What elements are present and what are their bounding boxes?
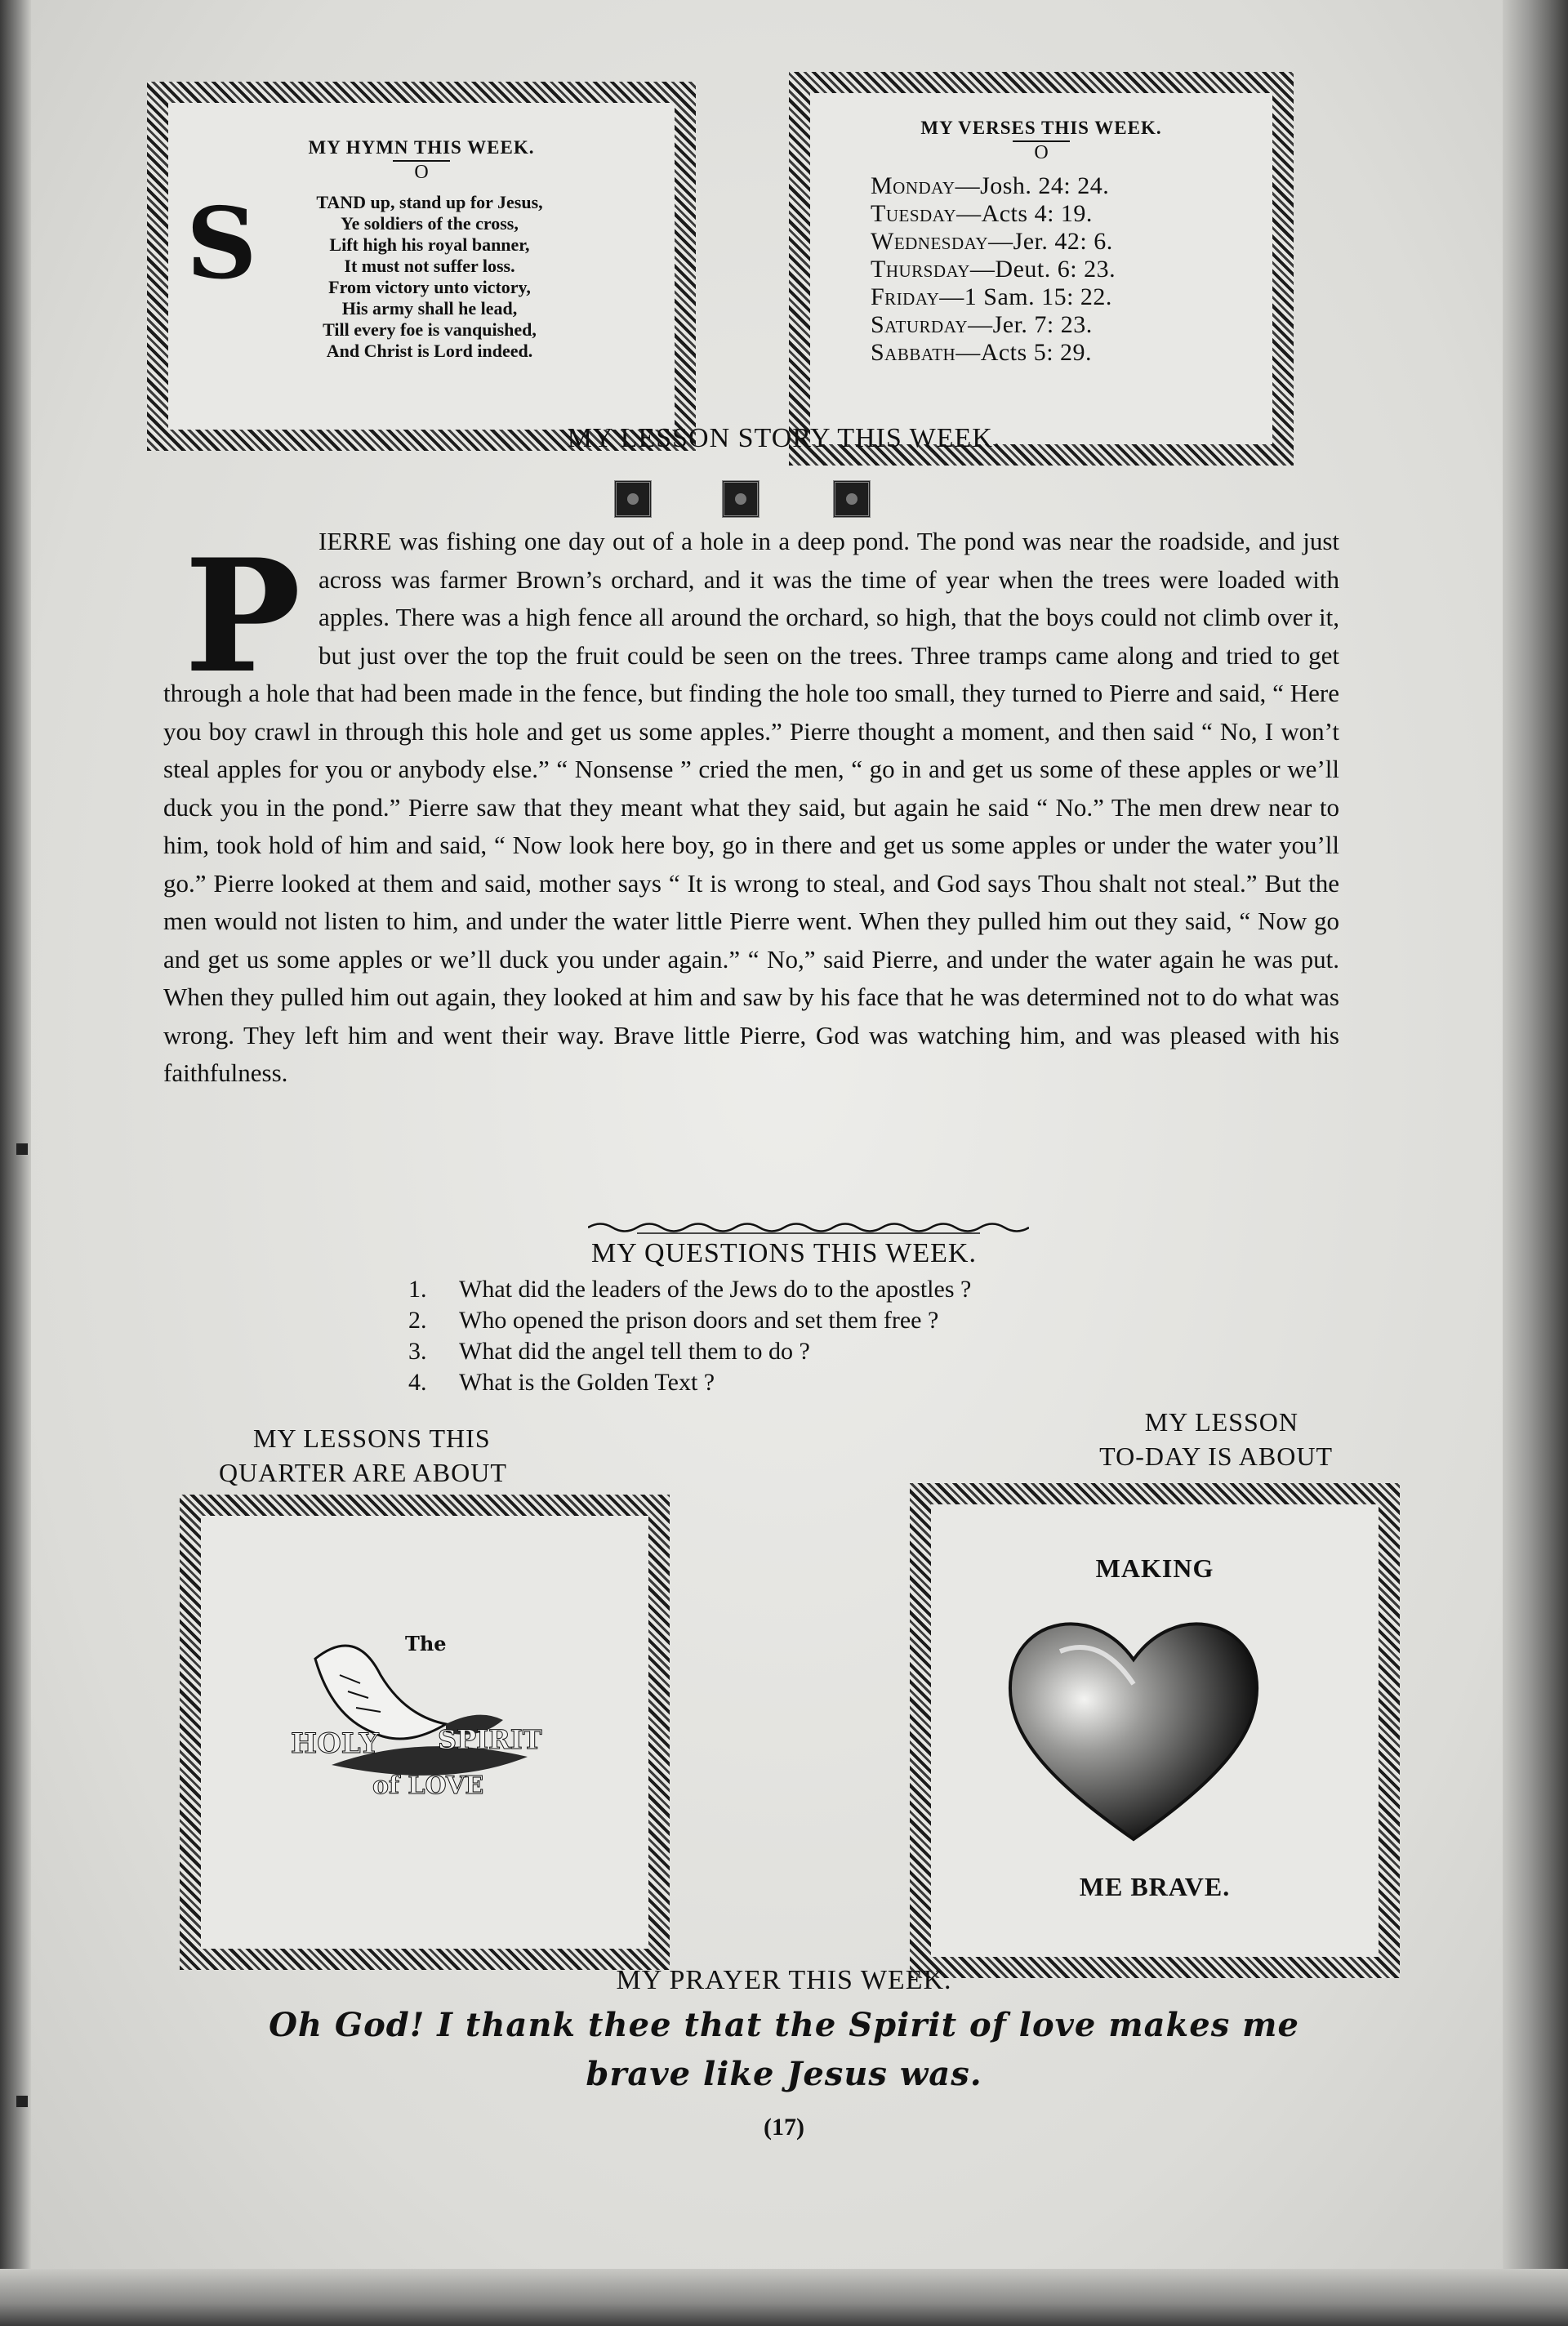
emblem-text-the: The (405, 1632, 447, 1655)
verses-box (789, 72, 1294, 466)
hymn-line: And Christ is Lord indeed. (326, 341, 533, 361)
verse-line: Tuesday—Acts 4: 19. (871, 200, 1093, 227)
hymn-title: MY HYMN THIS WEEK. (308, 137, 535, 158)
holy-spirit-dove-emblem (283, 1626, 560, 1814)
today-box (910, 1483, 1400, 1978)
emblem-text-love: of LOVE (372, 1771, 484, 1800)
today-label: MY LESSON TO-DAY IS ABOUT (1099, 1407, 1333, 1471)
verse-line: Sabbath—Acts 5: 29. (871, 339, 1093, 366)
quarter-box (180, 1495, 670, 1970)
question-item: 4. What is the Golden Text ? (408, 1369, 715, 1396)
question-item: 1. What did the leaders of the Jews do to the apostles ? (408, 1276, 972, 1303)
hymn-body (168, 186, 675, 362)
binding-pin (16, 1143, 28, 1155)
ornament-square (722, 480, 760, 518)
quarter-label: MY LESSONS THIS QUARTER ARE ABOUT (219, 1424, 507, 1487)
hymn-drop-cap: S (186, 186, 257, 301)
story-heading: MY LESSON STORY THIS WEEK. (567, 423, 1001, 453)
emblem-text-spirit: SPIRIT (438, 1724, 542, 1755)
question-item: 2. Who opened the prison doors and set them free ? (408, 1307, 939, 1334)
wavy-divider (588, 1220, 1029, 1235)
verse-line: Monday—Josh. 24: 24. (871, 172, 1110, 199)
verse-line: Saturday—Jer. 7: 23. (871, 311, 1093, 338)
prayer-line: brave like Jesus was. (586, 2055, 982, 2093)
verse-line: Wednesday—Jer. 42: 6. (871, 228, 1113, 255)
today-top-word: MAKING (1095, 1553, 1214, 1583)
hymn-line: Lift high his royal banner, (329, 234, 530, 255)
story-body (163, 523, 1339, 1093)
hymn-line: TAND up, stand up for Jesus, (316, 192, 543, 212)
verse-line: Friday—1 Sam. 15: 22. (871, 283, 1112, 310)
emblem-text-holy: HOLY (291, 1727, 379, 1760)
binding-pin (16, 2096, 28, 2107)
heart-icon (1003, 1602, 1264, 1847)
hymn-line: His army shall he lead, (341, 298, 518, 319)
hymn-line: From victory unto victory, (328, 277, 531, 297)
hymn-line: Ye soldiers of the cross, (341, 213, 519, 234)
prayer-heading: MY PRAYER THIS WEEK. (616, 1965, 952, 1995)
verses-title: MY VERSES THIS WEEK. (920, 118, 1162, 138)
hymn-box (147, 82, 696, 451)
story-first-word: IERRE (318, 527, 392, 555)
hymn-line: It must not suffer loss. (344, 256, 515, 276)
questions-list (408, 1274, 1225, 1398)
ornament-square (614, 480, 652, 518)
story-text: was fishing one day out of a hole in a deep pond. The pond was near the roadside, and just across was farmer Brown’s orchard, and it was the time of year when the trees were loaded with apples. There was a high fence all around the orchard, so high, that the boys could not climb over it, but just over the top the fruit could be seen on the trees. Three tramps came along and tried to get through a hole that had been made in the fence, but finding the hole too small, they turned to Pierre and said, “ Here you boy crawl in through this hole and get us some apples.” Pierre thought a moment, and then said “ No, I won’t steal apples for you or anybody else.” “ Nonsense ” cried the men, “ go in and get us some of these apples or we’ll duck you in the pond.” Pierre saw that they meant what they said, but again he said “ No.” The men drew near to him, took hold of him and said, “ Now look here boy, go in there and get us some apples or under the water you’ll go.” Pierre looked at them and said, mother says “ It is wrong to steal, and God says Thou shalt not steal.” But the men would not listen to him, and under the water little Pierre went. When they pulled him out they said, “ Now go and get us some apples or we’ll duck you under again.” “ No,” said Pierre, and under the water again he was put. When they pulled him out again, they looked at him and saw by his face that he was determined not to do what was wrong. They left him and went their way. Brave little Pierre, God was watching him, and was pleased with his faithfulness. (163, 527, 1339, 1087)
questions-heading: MY QUESTIONS THIS WEEK. (591, 1238, 977, 1268)
ornament-square (833, 480, 871, 518)
verses-rule: O (810, 142, 1272, 164)
hymn-rule: O (168, 162, 675, 184)
verse-line: Thursday—Deut. 6: 23. (871, 256, 1116, 283)
book-edge-bottom (0, 2269, 1568, 2326)
hymn-line: Till every foe is vanquished, (323, 319, 537, 340)
today-bottom-word: ME BRAVE. (1079, 1872, 1231, 1901)
prayer-line: Oh God! I thank thee that the Spirit of love makes me (269, 2006, 1299, 2044)
page-number: (17) (764, 2114, 804, 2141)
story-drop-cap: P (184, 525, 301, 707)
question-item: 3. What did the angel tell them to do ? (408, 1338, 810, 1365)
